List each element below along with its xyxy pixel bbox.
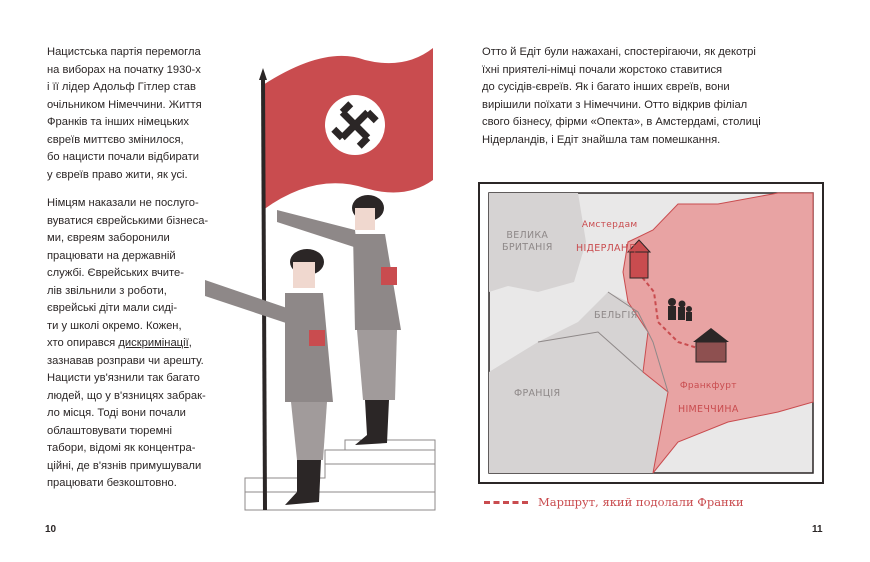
paragraph-discrimination	[47, 195, 215, 493]
soldier-front	[205, 249, 333, 505]
label-belgium: БЕЛЬГІЯ	[594, 310, 638, 321]
label-france: ФРАНЦІЯ	[514, 388, 561, 399]
europe-map	[478, 182, 824, 489]
glossary-term-discrimination[interactable]: дискримінації	[118, 337, 189, 349]
paragraph-text: Німцям наказали не послуго- вуватися єврейськими бізнеса- ми, євреям заборонили працювати на державній службі. Єврейських вчите- лів звільнили з роботи, єврейські діти мали сиді- ти у школі окремо. Кожен, хто опирався	[47, 197, 209, 349]
page-number-left: 10	[45, 524, 57, 535]
route-legend-label: Маршрут, який подолали Франки	[538, 495, 744, 509]
map-graphic	[478, 182, 824, 484]
label-germany: НІМЕЧЧИНА	[678, 404, 739, 415]
right-page-text: Отто й Едіт були нажахані, спостерігаючи, як декотрі їхні приятелі-німці почали жорстоко ставитися до сусідів-євреїв. Як і багато інших євреїв, вони вирішили поїхати з Німеччини. Отто відкрив філіал свого бізнесу, фірми «Опекта», в Амстердамі, столиці Нідерландів, і Едіт знайшла там помешкання.	[482, 46, 761, 146]
paragraph-nazi-party: Нацистська партія перемогла на виборах на початку 1930-х і її лідер Адольф Гітлер став очільником Німеччини. Життя Франків та інших німецьких євреїв миттєво змінилося, бо нацисти почали відбирати у євреїв право жити, як усі.	[47, 46, 202, 181]
left-page-text	[47, 44, 215, 504]
route-legend-line	[484, 501, 528, 504]
label-frankfurt	[678, 368, 739, 428]
page-number-right: 11	[812, 524, 823, 535]
soldiers-flag-illustration	[205, 40, 445, 515]
label-great-britain: ВЕЛИКА БРИТАНІЯ	[502, 230, 553, 253]
label-netherlands: НІДЕРЛАНДИ	[576, 243, 644, 254]
label-amsterdam-city: Амстердам	[581, 220, 638, 230]
map-legend	[484, 492, 744, 512]
label-amsterdam	[576, 207, 643, 267]
podium-steps	[245, 440, 435, 510]
label-frankfurt-city: Франкфурт	[679, 381, 737, 391]
paragraph-text: , зазнавав розправи чи арешту. Нацисти ув'язнили так багато людей, що у в'язницях забрак- ло місця. Тоді вони почали облаштовувати тюремні табори, відомі як концентра- ційні, де в'язнів примушували працювати безкоштовно.	[47, 337, 206, 489]
